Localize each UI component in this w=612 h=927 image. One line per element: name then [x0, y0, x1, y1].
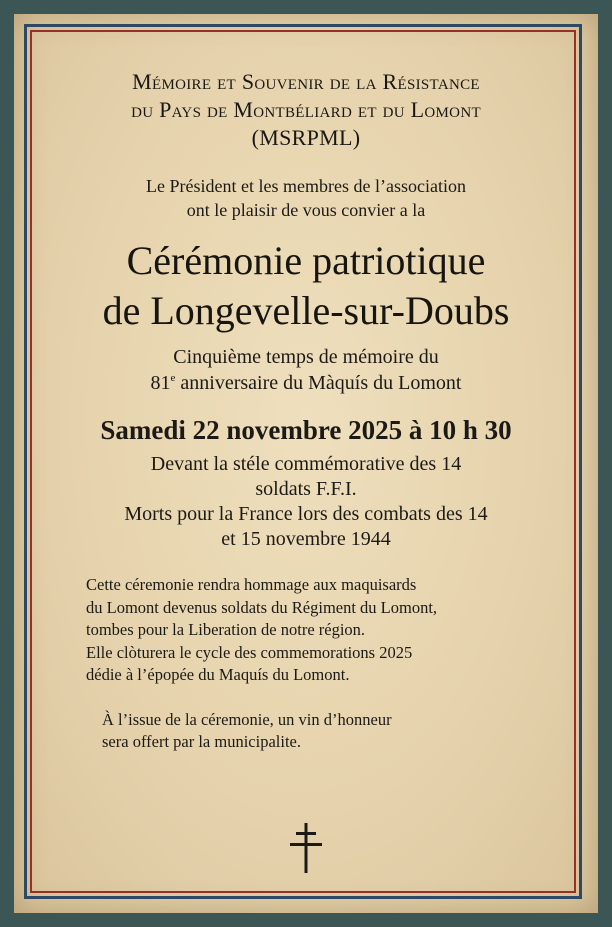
ceremony-location: [38, 452, 574, 552]
anniversary-number: 81: [150, 372, 171, 394]
header-line-2: du Pays de Montbéliard et du Lomont: [131, 97, 481, 122]
tribute-paragraph: [38, 574, 574, 687]
invitation-content: [38, 40, 574, 890]
ceremony-date: Samedi 22 novembre 2025 à 10 h 30: [100, 415, 512, 445]
tribute-line-5: dédie à l’épopée du Maquís du Lomont.: [86, 665, 350, 684]
invite-line-2: ont le plaisir de vous convier a la: [186, 200, 426, 220]
tribute-line-4: Elle clòturera le cycle des commemorations 2025: [86, 642, 413, 662]
title-line-1: Cérémonie patriotique: [126, 238, 486, 283]
tribute-line-3: tombes pour la Liberation de notre région.: [86, 620, 366, 639]
ceremony-subtitle: [38, 344, 574, 396]
ceremony-title: [38, 236, 574, 336]
closing-line-2: sera offert par la municipalite.: [102, 732, 301, 751]
header-line-3: (MSRPML): [251, 125, 361, 150]
subtitle-line-1: Cinquième temps de mémoire du: [173, 346, 439, 368]
association-header: [38, 68, 574, 152]
closing-paragraph: [38, 709, 574, 754]
ordinal-suffix: e: [170, 372, 176, 384]
invitation-text: [38, 174, 574, 222]
tribute-line-2: du Lomont devenus soldats du Régiment du Lomont,: [86, 597, 438, 617]
header-line-1: Mémoire et Souvenir de la Résistance: [132, 69, 480, 94]
title-line-2: de Longevelle-sur-Doubs: [102, 288, 510, 333]
location-line-2: soldats F.F.I.: [255, 478, 357, 500]
location-line-4: et 15 novembre 1944: [221, 528, 391, 550]
closing-line-1: À l’issue de la céremonie, un vin d’honneur: [102, 709, 392, 729]
tribute-line-1: Cette céremonie rendra hommage aux maquisards: [86, 575, 417, 594]
location-line-3: Morts pour la France lors des combats des 14: [124, 503, 488, 525]
location-line-1: Devant la stéle commémorative des 14: [150, 453, 462, 475]
invite-line-1: Le Président et les membres de l’association: [146, 176, 466, 196]
cross-of-lorraine-icon: [289, 823, 323, 873]
anniversary-text: anniversaire du Màquís du Lomont: [175, 372, 462, 394]
subtitle-line-2: [38, 370, 574, 396]
